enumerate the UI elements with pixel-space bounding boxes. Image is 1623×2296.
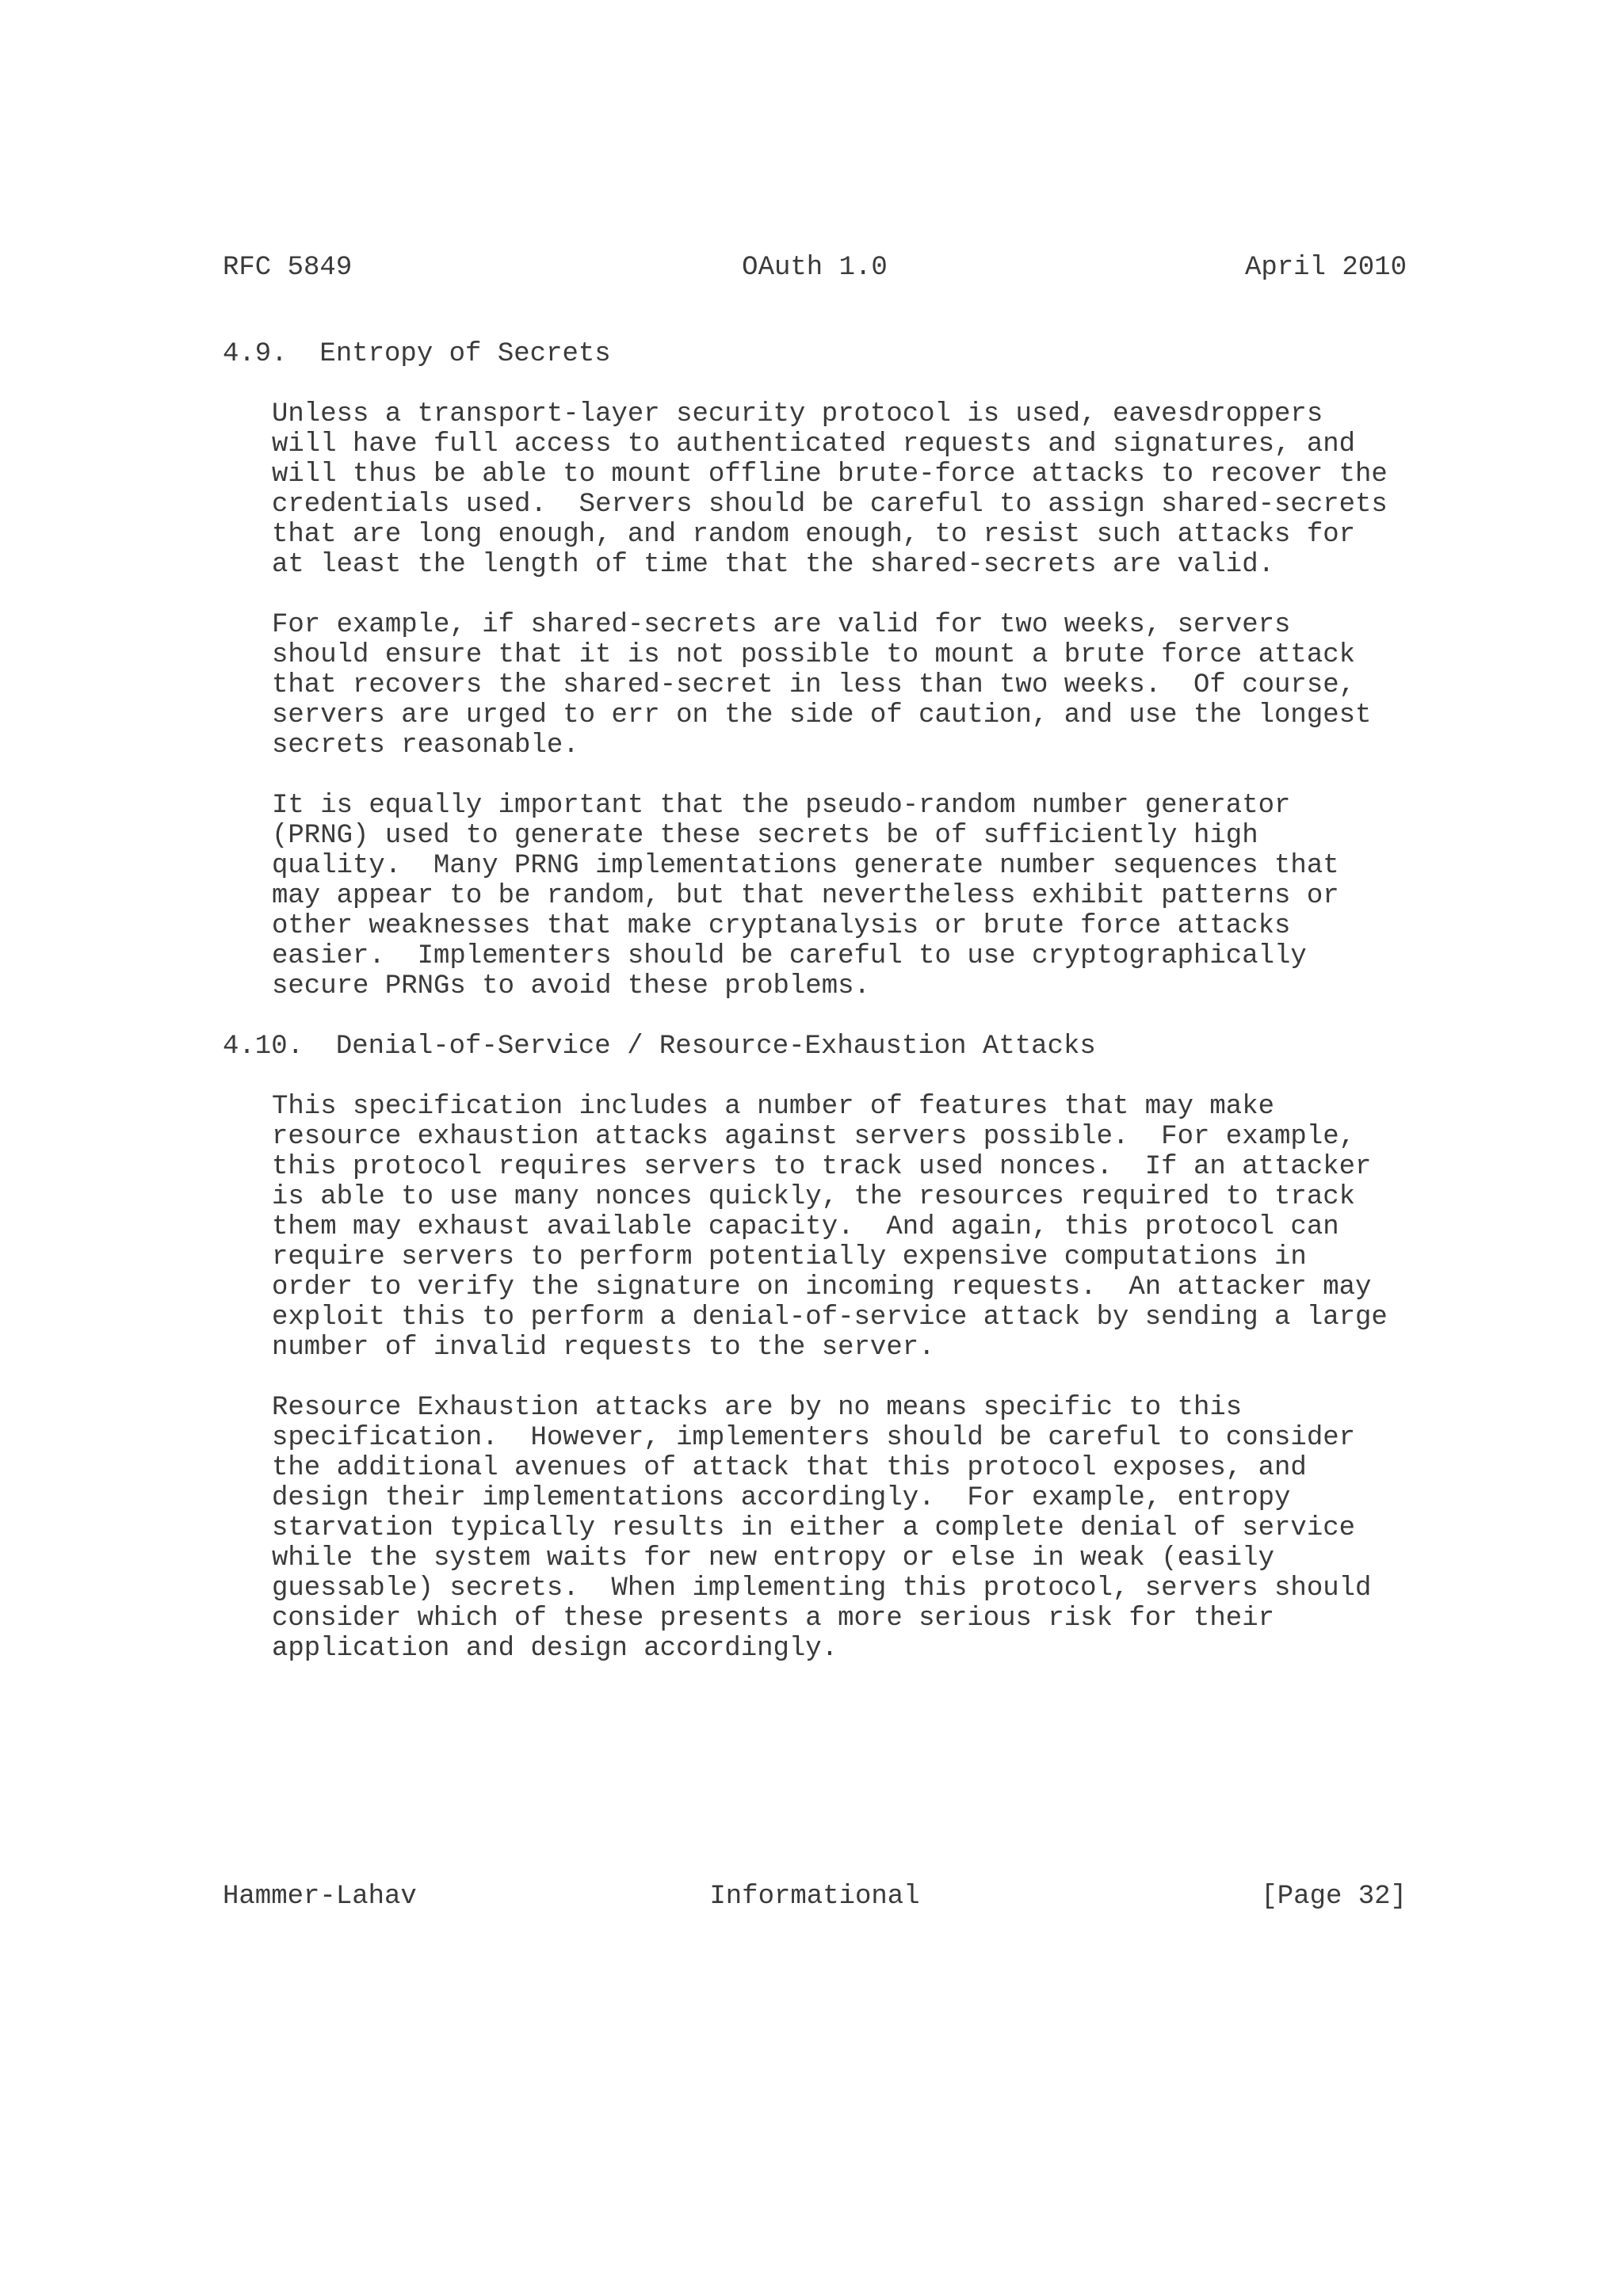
text-line: servers are urged to err on the side of caution, and use the longest bbox=[272, 700, 1372, 730]
document-body bbox=[223, 339, 1427, 1694]
paragraph bbox=[272, 399, 1427, 580]
text-line: For example, if shared-secrets are valid for two weeks, servers bbox=[272, 610, 1291, 640]
paragraph bbox=[272, 1092, 1427, 1363]
text-line: will have full access to authenticated requests and signatures, and bbox=[272, 429, 1356, 460]
text-line: secure PRNGs to avoid these problems. bbox=[272, 971, 870, 1001]
text-line: at least the length of time that the shared-secrets are valid. bbox=[272, 550, 1275, 580]
text-line: resource exhaustion attacks against servers possible. For example, bbox=[272, 1122, 1356, 1152]
text-line: It is equally important that the pseudo-random number generator bbox=[272, 791, 1291, 821]
page-header bbox=[223, 250, 1407, 286]
text-line: specification. However, implementers should be careful to consider bbox=[272, 1423, 1356, 1453]
text-line: credentials used. Servers should be careful to assign shared-secrets bbox=[272, 490, 1388, 520]
header-title: OAuth 1.0 bbox=[742, 253, 888, 283]
header-date: April 2010 bbox=[1244, 253, 1407, 283]
paragraph bbox=[272, 791, 1427, 1001]
text-line: secrets reasonable. bbox=[272, 730, 579, 761]
text-line: other weaknesses that make cryptanalysis or brute force attacks bbox=[272, 911, 1291, 941]
text-line: them may exhaust available capacity. And again, this protocol can bbox=[272, 1212, 1339, 1242]
text-line: quality. Many PRNG implementations generate number sequences that bbox=[272, 851, 1339, 881]
text-line: easier. Implementers should be careful to use cryptographically bbox=[272, 941, 1307, 971]
section-heading: 4.10. Denial-of-Service / Resource-Exhaustion Attacks bbox=[223, 1032, 1096, 1062]
text-line: this protocol requires servers to track used nonces. If an attacker bbox=[272, 1152, 1372, 1182]
text-line: order to verify the signature on incoming requests. An attacker may bbox=[272, 1272, 1372, 1302]
text-line: design their implementations accordingly. For example, entropy bbox=[272, 1483, 1291, 1513]
text-line: application and design accordingly. bbox=[272, 1634, 838, 1664]
text-line: may appear to be random, but that nevertheless exhibit patterns or bbox=[272, 881, 1339, 911]
text-line: starvation typically results in either a complete denial of service bbox=[272, 1513, 1356, 1543]
text-line: consider which of these presents a more serious risk for their bbox=[272, 1604, 1275, 1634]
text-line: exploit this to perform a denial-of-service attack by sending a large bbox=[272, 1302, 1388, 1333]
text-line: (PRNG) used to generate these secrets be of sufficiently high bbox=[272, 821, 1258, 851]
text-line: This specification includes a number of features that may make bbox=[272, 1092, 1275, 1122]
text-line: Resource Exhaustion attacks are by no means specific to this bbox=[272, 1393, 1243, 1423]
text-line: Unless a transport-layer security protocol is used, eavesdroppers bbox=[272, 399, 1323, 429]
text-line: will thus be able to mount offline brute-force attacks to recover the bbox=[272, 460, 1388, 490]
text-line: while the system waits for new entropy or else in weak (easily bbox=[272, 1543, 1275, 1573]
text-line: number of invalid requests to the server. bbox=[272, 1333, 935, 1363]
header-rfc-number: RFC 5849 bbox=[223, 253, 353, 283]
section bbox=[223, 339, 1427, 1001]
footer-category: Informational bbox=[709, 1882, 920, 1912]
text-line: the additional avenues of attack that this protocol exposes, and bbox=[272, 1453, 1307, 1483]
footer-page-number: [Page 32] bbox=[1261, 1882, 1407, 1912]
text-line: that are long enough, and random enough, to resist such attacks for bbox=[272, 520, 1356, 550]
section bbox=[223, 1032, 1427, 1664]
text-line: that recovers the shared-secret in less than two weeks. Of course, bbox=[272, 670, 1356, 700]
text-line: should ensure that it is not possible to mount a brute force attack bbox=[272, 640, 1356, 670]
paragraph bbox=[272, 1393, 1427, 1664]
paragraph bbox=[272, 610, 1427, 761]
footer-author: Hammer-Lahav bbox=[223, 1882, 417, 1912]
section-heading: 4.9. Entropy of Secrets bbox=[223, 339, 611, 369]
text-line: is able to use many nonces quickly, the resources required to track bbox=[272, 1182, 1356, 1212]
text-line: require servers to perform potentially expensive computations in bbox=[272, 1242, 1307, 1272]
text-line: guessable) secrets. When implementing this protocol, servers should bbox=[272, 1573, 1372, 1604]
page-footer bbox=[223, 1878, 1407, 1915]
